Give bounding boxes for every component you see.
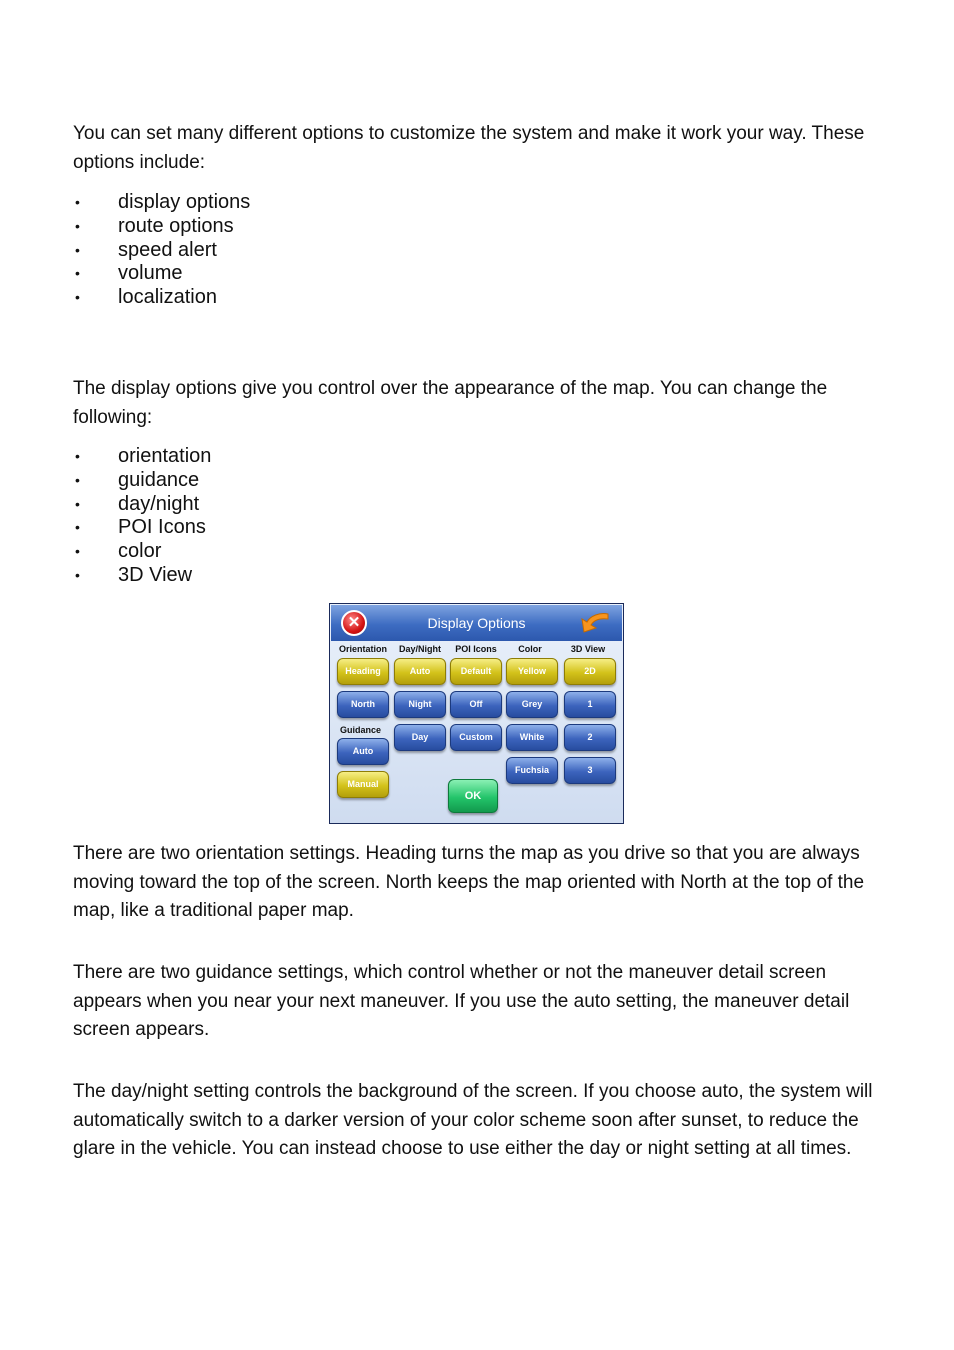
list-item: • localization [75, 286, 217, 309]
display-intro-paragraph: The display options give you control over the appearance of the map. You can change the following: [73, 378, 828, 428]
list-item: • POI Icons [75, 516, 206, 539]
guidance-auto-button[interactable]: Auto [337, 738, 389, 765]
column-header-poi-icons: POI Icons [455, 644, 497, 654]
list-item: • guidance [75, 468, 200, 491]
night-button[interactable]: Night [394, 691, 446, 718]
screen-title: Display Options [427, 615, 526, 631]
heading-button[interactable]: Heading [337, 658, 389, 685]
list-item: • speed alert [75, 238, 217, 261]
column-header-orientation: Orientation [338, 644, 387, 654]
color-grey-button[interactable]: Grey [506, 691, 558, 718]
list-item: • day/night [75, 492, 200, 515]
column-header-day-night: Day/Night [398, 644, 441, 654]
title-bar [331, 605, 622, 641]
poi-custom-button[interactable]: Custom [450, 724, 502, 751]
display-options-screenshot [329, 603, 624, 824]
day-button[interactable]: Day [394, 724, 446, 751]
guidance-label: Guidance [340, 725, 382, 735]
color-white-button[interactable]: White [506, 724, 558, 751]
back-arrow-icon[interactable] [578, 610, 614, 636]
guidance-manual-button[interactable]: Manual [337, 771, 389, 798]
color-yellow-button[interactable]: Yellow [506, 658, 558, 685]
guidance-paragraph: There are two guidance settings, which control whether or not the maneuver detail screen appears when you near your next maneuver. If you use the auto setting, the maneuver detail screen appears. [73, 962, 850, 1040]
column-header-color: Color [518, 644, 542, 654]
view-2-button[interactable]: 2 [564, 724, 616, 751]
ok-button[interactable]: OK [448, 779, 498, 813]
view-2d-button[interactable]: 2D [564, 658, 616, 685]
orientation-paragraph: There are two orientation settings. Heading turns the map as you drive so that you are always moving toward the top of the screen. North keeps the map oriented with North at the top of the map, like a traditional paper map. [73, 843, 865, 921]
options-list [73, 191, 250, 310]
view-3-button[interactable]: 3 [564, 757, 616, 784]
list-item: • color [75, 540, 162, 563]
display-options-list [73, 445, 211, 588]
color-fuchsia-button[interactable]: Fuchsia [506, 757, 558, 784]
list-item: • 3D View [75, 563, 193, 586]
day-night-paragraph: The day/night setting controls the background of the screen. If you choose auto, the system will automatically switch to a darker version of your color scheme soon after sunset, to reduce the glare in the vehicle. You can instead choose to use either the day or night setting at all times. [73, 1081, 873, 1159]
north-button[interactable]: North [337, 691, 389, 718]
list-item: • volume [75, 262, 183, 285]
intro-paragraph: You can set many different options to customize the system and make it work your way. These options include: [73, 123, 865, 173]
poi-default-button[interactable]: Default [450, 658, 502, 685]
column-header-3d-view: 3D View [570, 644, 606, 654]
view-1-button[interactable]: 1 [564, 691, 616, 718]
poi-off-button[interactable]: Off [450, 691, 502, 718]
close-icon[interactable]: ✕ [341, 610, 367, 636]
list-item: • route options [75, 214, 234, 237]
list-item: • orientation [75, 445, 212, 467]
list-item: • display options [75, 191, 251, 213]
day-night-auto-button[interactable]: Auto [394, 658, 446, 685]
